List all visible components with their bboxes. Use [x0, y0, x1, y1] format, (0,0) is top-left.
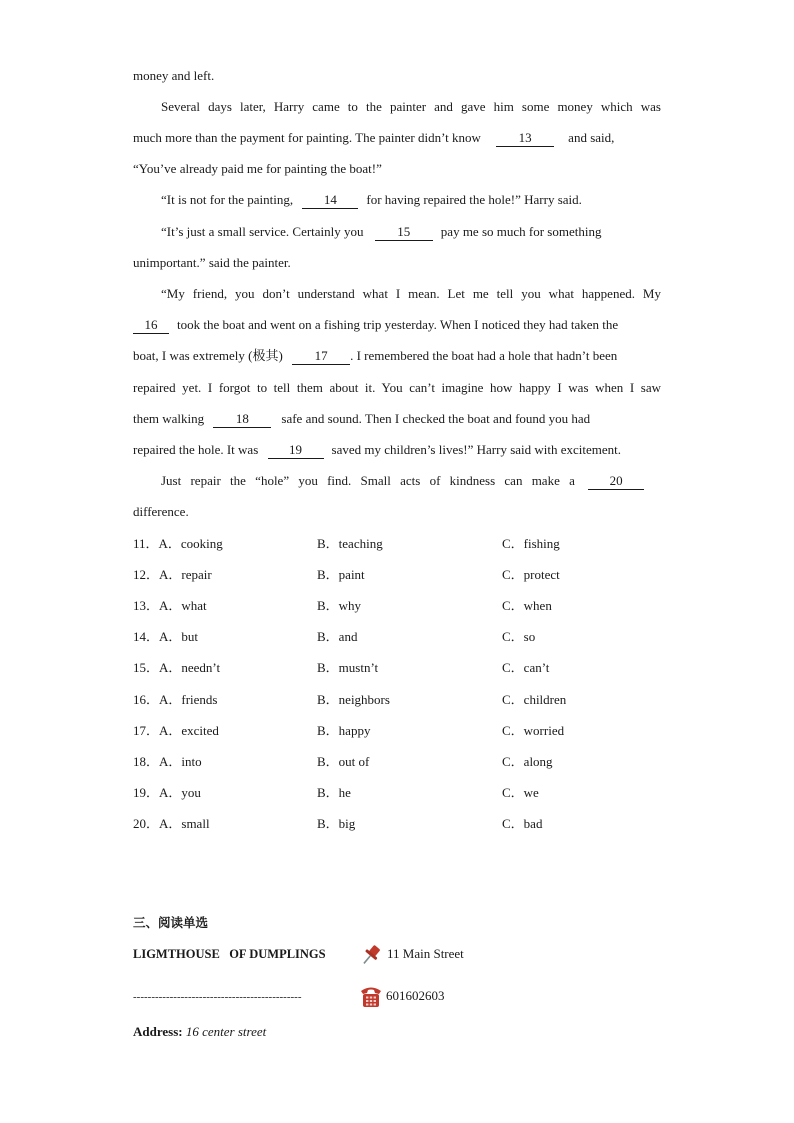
option-c[interactable]: C．fishing: [502, 536, 560, 551]
option-b[interactable]: B．paint: [317, 567, 365, 582]
passage-line: difference.: [133, 504, 189, 519]
passage-line: money and left.: [133, 68, 215, 83]
passage-line: “You’ve already paid me for painting the boat!”: [133, 161, 382, 176]
option-c[interactable]: C．worried: [502, 723, 565, 738]
passage-line: “My friend, you don’t understand what I mean. Let me tell you what happened. My: [161, 286, 661, 301]
option-c[interactable]: C．we: [502, 785, 539, 800]
passage-line: “It’s just a small service. Certainly you 15 pay me so much for something: [161, 224, 602, 239]
address-label: Address:: [133, 1024, 183, 1039]
option-row: [133, 721, 661, 741]
option-c[interactable]: C．children: [502, 692, 567, 707]
option-b[interactable]: B．neighbors: [317, 692, 390, 707]
option-b[interactable]: B．big: [317, 816, 356, 831]
option-a[interactable]: 15．A．needn’t: [133, 660, 221, 675]
option-row: [133, 627, 661, 647]
option-b[interactable]: B．and: [317, 629, 358, 644]
blank-17: 17: [292, 349, 350, 365]
option-c[interactable]: C．when: [502, 598, 552, 613]
blank-18: 18: [213, 412, 271, 428]
location-text: 11 Main Street: [387, 946, 464, 961]
passage-line: repaired the hole. It was 19 saved my children’s lives!” Harry said with excitement.: [133, 442, 622, 457]
blank-19: 19: [268, 443, 324, 459]
option-c[interactable]: C．along: [502, 754, 553, 769]
option-row: [133, 596, 661, 616]
telephone-icon: [359, 983, 383, 1009]
option-a[interactable]: 11．A．cooking: [133, 536, 223, 551]
option-row: [133, 814, 661, 834]
option-c[interactable]: C．bad: [502, 816, 543, 831]
passage-line: repaired yet. I forgot to tell them about it. You can’t imagine how happy I was when I saw: [133, 380, 661, 395]
option-c[interactable]: C．protect: [502, 567, 560, 582]
passage-line: unimportant.” said the painter.: [133, 255, 291, 270]
blank-13: 13: [496, 131, 554, 147]
option-row: [133, 658, 661, 678]
option-a[interactable]: 12．A．repair: [133, 567, 212, 582]
option-a[interactable]: 20．A．small: [133, 816, 210, 831]
option-b[interactable]: B．happy: [317, 723, 371, 738]
passage-line: Several days later, Harry came to the painter and gave him some money which was: [161, 99, 661, 114]
passage-line: “It is not for the painting, 14 for having repaired the hole!” Harry said.: [161, 192, 582, 207]
option-b[interactable]: B．he: [317, 785, 351, 800]
option-b[interactable]: B．why: [317, 598, 362, 613]
option-c[interactable]: C．so: [502, 629, 536, 644]
passage-line: much more than the payment for painting. The painter didn’t know 13 and said,: [133, 130, 615, 145]
option-a[interactable]: 13．A．what: [133, 598, 207, 613]
option-b[interactable]: B．out of: [317, 754, 370, 769]
passage-line: 16 took the boat and went on a fishing trip yesterday. When I noticed they had taken the: [133, 315, 661, 335]
dash-divider: ----------------------------------------------: [133, 991, 302, 1003]
passage-line: Just repair the “hole” you find. Small acts of kindness can make a 20: [161, 471, 661, 491]
blank-14: 14: [302, 193, 358, 209]
blank-15: 15: [375, 225, 433, 241]
option-row: [133, 565, 661, 585]
address-value: 16 center street: [185, 1024, 267, 1039]
option-a[interactable]: 17．A．excited: [133, 723, 219, 738]
passage-line: boat, I was extremely (极其) 17 . I remembered the boat had a hole that hadn’t been: [133, 348, 618, 363]
option-a[interactable]: 19．A．you: [133, 785, 201, 800]
option-row: [133, 752, 661, 772]
option-row: [133, 534, 661, 554]
option-b[interactable]: B．teaching: [317, 536, 383, 551]
passage-line: them walking 18 safe and sound. Then I checked the boat and found you had: [133, 411, 591, 426]
blank-20: 20: [588, 474, 644, 490]
option-row: [133, 690, 661, 710]
option-a[interactable]: 14．A．but: [133, 629, 199, 644]
option-a[interactable]: 18．A．into: [133, 754, 202, 769]
section-title: 三、阅读单选: [133, 915, 209, 930]
restaurant-name: LIGMTHOUSE OF DUMPLINGS: [133, 947, 326, 961]
option-a[interactable]: 16．A．friends: [133, 692, 218, 707]
ad-header: [133, 942, 326, 966]
address-line: [133, 1020, 266, 1044]
phone-number: 601602603: [386, 988, 445, 1003]
option-b[interactable]: B．mustn’t: [317, 660, 379, 675]
pushpin-icon: [358, 942, 384, 968]
option-c[interactable]: C．can’t: [502, 660, 550, 675]
blank-16: 16: [133, 318, 169, 334]
option-row: [133, 783, 661, 803]
